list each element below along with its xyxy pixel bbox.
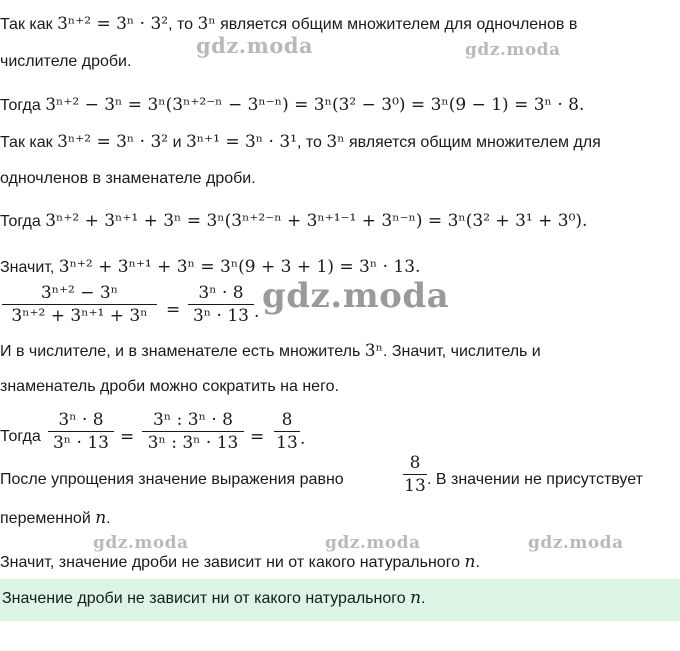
fraction-denominator: 3ⁿ : 3ⁿ · 13: [147, 433, 239, 453]
text: и: [168, 134, 186, 151]
text: является общим множителем для: [344, 134, 601, 151]
fraction-original: [2, 283, 157, 326]
formula: 3ⁿ⁺² + 3ⁿ⁺¹ + 3ⁿ = 3ⁿ(3ⁿ⁺²⁻ⁿ + 3ⁿ⁺¹⁻¹ + 3ⁿ⁻ⁿ) = 3ⁿ(3² + 3¹ + 3⁰).: [45, 211, 588, 231]
text: Так как: [0, 134, 58, 151]
watermark-logo: gdz.moda: [465, 40, 561, 60]
period: .: [475, 554, 480, 571]
variable-n: n: [95, 508, 107, 528]
line-12: [0, 506, 111, 531]
fraction-denominator: 3ⁿ · 13: [52, 433, 109, 453]
fraction-step1: [48, 410, 114, 453]
watermark-logo: gdz.moda: [93, 533, 189, 553]
fraction-bar: [2, 304, 157, 305]
fraction-denominator: 13: [404, 476, 426, 496]
fraction-step2: [142, 410, 244, 453]
watermark-logo: gdz.moda: [196, 33, 314, 58]
fraction-numerator: 8: [409, 453, 421, 473]
line-9: знаменатель дроби можно сократить на него.: [0, 378, 339, 395]
answer-text: [2, 588, 425, 608]
fraction-bar: [274, 431, 300, 432]
fraction-bar: [188, 304, 254, 305]
line-5: одночленов в знаменателе дроби.: [0, 170, 256, 187]
watermark-logo: gdz.moda: [325, 533, 421, 553]
line-8: [0, 339, 541, 364]
formula: 3ⁿ⁺² + 3ⁿ⁺¹ + 3ⁿ = 3ⁿ(9 + 3 + 1) = 3ⁿ · 13.: [58, 257, 421, 277]
fraction-denominator: 13: [276, 433, 298, 453]
fraction-answer: [403, 453, 427, 496]
text: Тогда: [0, 213, 46, 230]
equals-sign: =: [120, 427, 135, 447]
fraction-simplified: [188, 283, 254, 326]
text: Так как: [0, 16, 58, 33]
fraction-numerator: 3ⁿ : 3ⁿ · 8: [153, 410, 233, 430]
period: .: [421, 590, 426, 607]
fraction-numerator: 3ⁿ · 8: [198, 283, 244, 303]
text: Значит,: [0, 259, 59, 276]
formula: 3ⁿ: [326, 132, 345, 152]
line-11-tail: . В значении не присутствует: [427, 471, 643, 488]
fraction-numerator: 8: [281, 410, 293, 430]
variable-n: n: [464, 552, 476, 572]
equals-sign: =: [250, 427, 265, 447]
fraction-bar: [48, 431, 114, 432]
line-6: [0, 209, 587, 234]
period: .: [300, 429, 306, 449]
text: Значение дроби не зависит ни от какого натурального: [2, 590, 411, 607]
fraction-numerator: 3ⁿ⁺² − 3ⁿ: [40, 283, 119, 303]
formula: 3ⁿ⁺² = 3ⁿ · 3²: [57, 132, 169, 152]
variable-n: n: [410, 588, 422, 608]
line-2: числителе дроби.: [0, 53, 132, 70]
formula: 3ⁿ: [364, 341, 383, 361]
period: .: [254, 302, 260, 322]
line-10-label: Тогда: [0, 428, 41, 445]
fraction-result: [274, 410, 300, 453]
line-13: [0, 550, 480, 575]
watermark-logo: gdz.moda: [528, 533, 624, 553]
text: И в числителе, и в знаменателе есть множитель: [0, 343, 365, 360]
text: , то: [168, 16, 198, 33]
formula: 3ⁿ: [197, 14, 216, 34]
formula: 3ⁿ⁺² = 3ⁿ · 3²: [57, 14, 169, 34]
formula: 3ⁿ⁺¹ = 3ⁿ · 3¹: [185, 132, 297, 152]
text: , то: [296, 134, 327, 151]
fraction-denominator: 3ⁿ⁺² + 3ⁿ⁺¹ + 3ⁿ: [11, 306, 148, 326]
text: Значит, значение дроби не зависит ни от какого натурального: [0, 554, 465, 571]
formula: 3ⁿ⁺² − 3ⁿ = 3ⁿ(3ⁿ⁺²⁻ⁿ − 3ⁿ⁻ⁿ) = 3ⁿ(3² − 3⁰) = 3ⁿ(9 − 1) = 3ⁿ · 8.: [45, 95, 585, 115]
line-3: [0, 93, 584, 118]
fraction-numerator: 3ⁿ · 8: [58, 410, 104, 430]
fraction-bar: [142, 431, 244, 432]
fraction-denominator: 3ⁿ · 13: [192, 306, 249, 326]
watermark-logo: gdz.moda: [262, 276, 450, 316]
text: переменной: [0, 510, 96, 527]
line-4: [0, 130, 601, 155]
period: .: [106, 510, 111, 527]
text: . Значит, числитель и: [382, 343, 541, 360]
line-11-text: После упрощения значение выражения равно: [0, 471, 344, 488]
equals-sign: =: [166, 300, 181, 320]
text: является общим множителем для одночленов в: [215, 16, 578, 33]
text: Тогда: [0, 97, 46, 114]
answer-box: [0, 579, 680, 621]
fraction-bar: [403, 474, 427, 475]
